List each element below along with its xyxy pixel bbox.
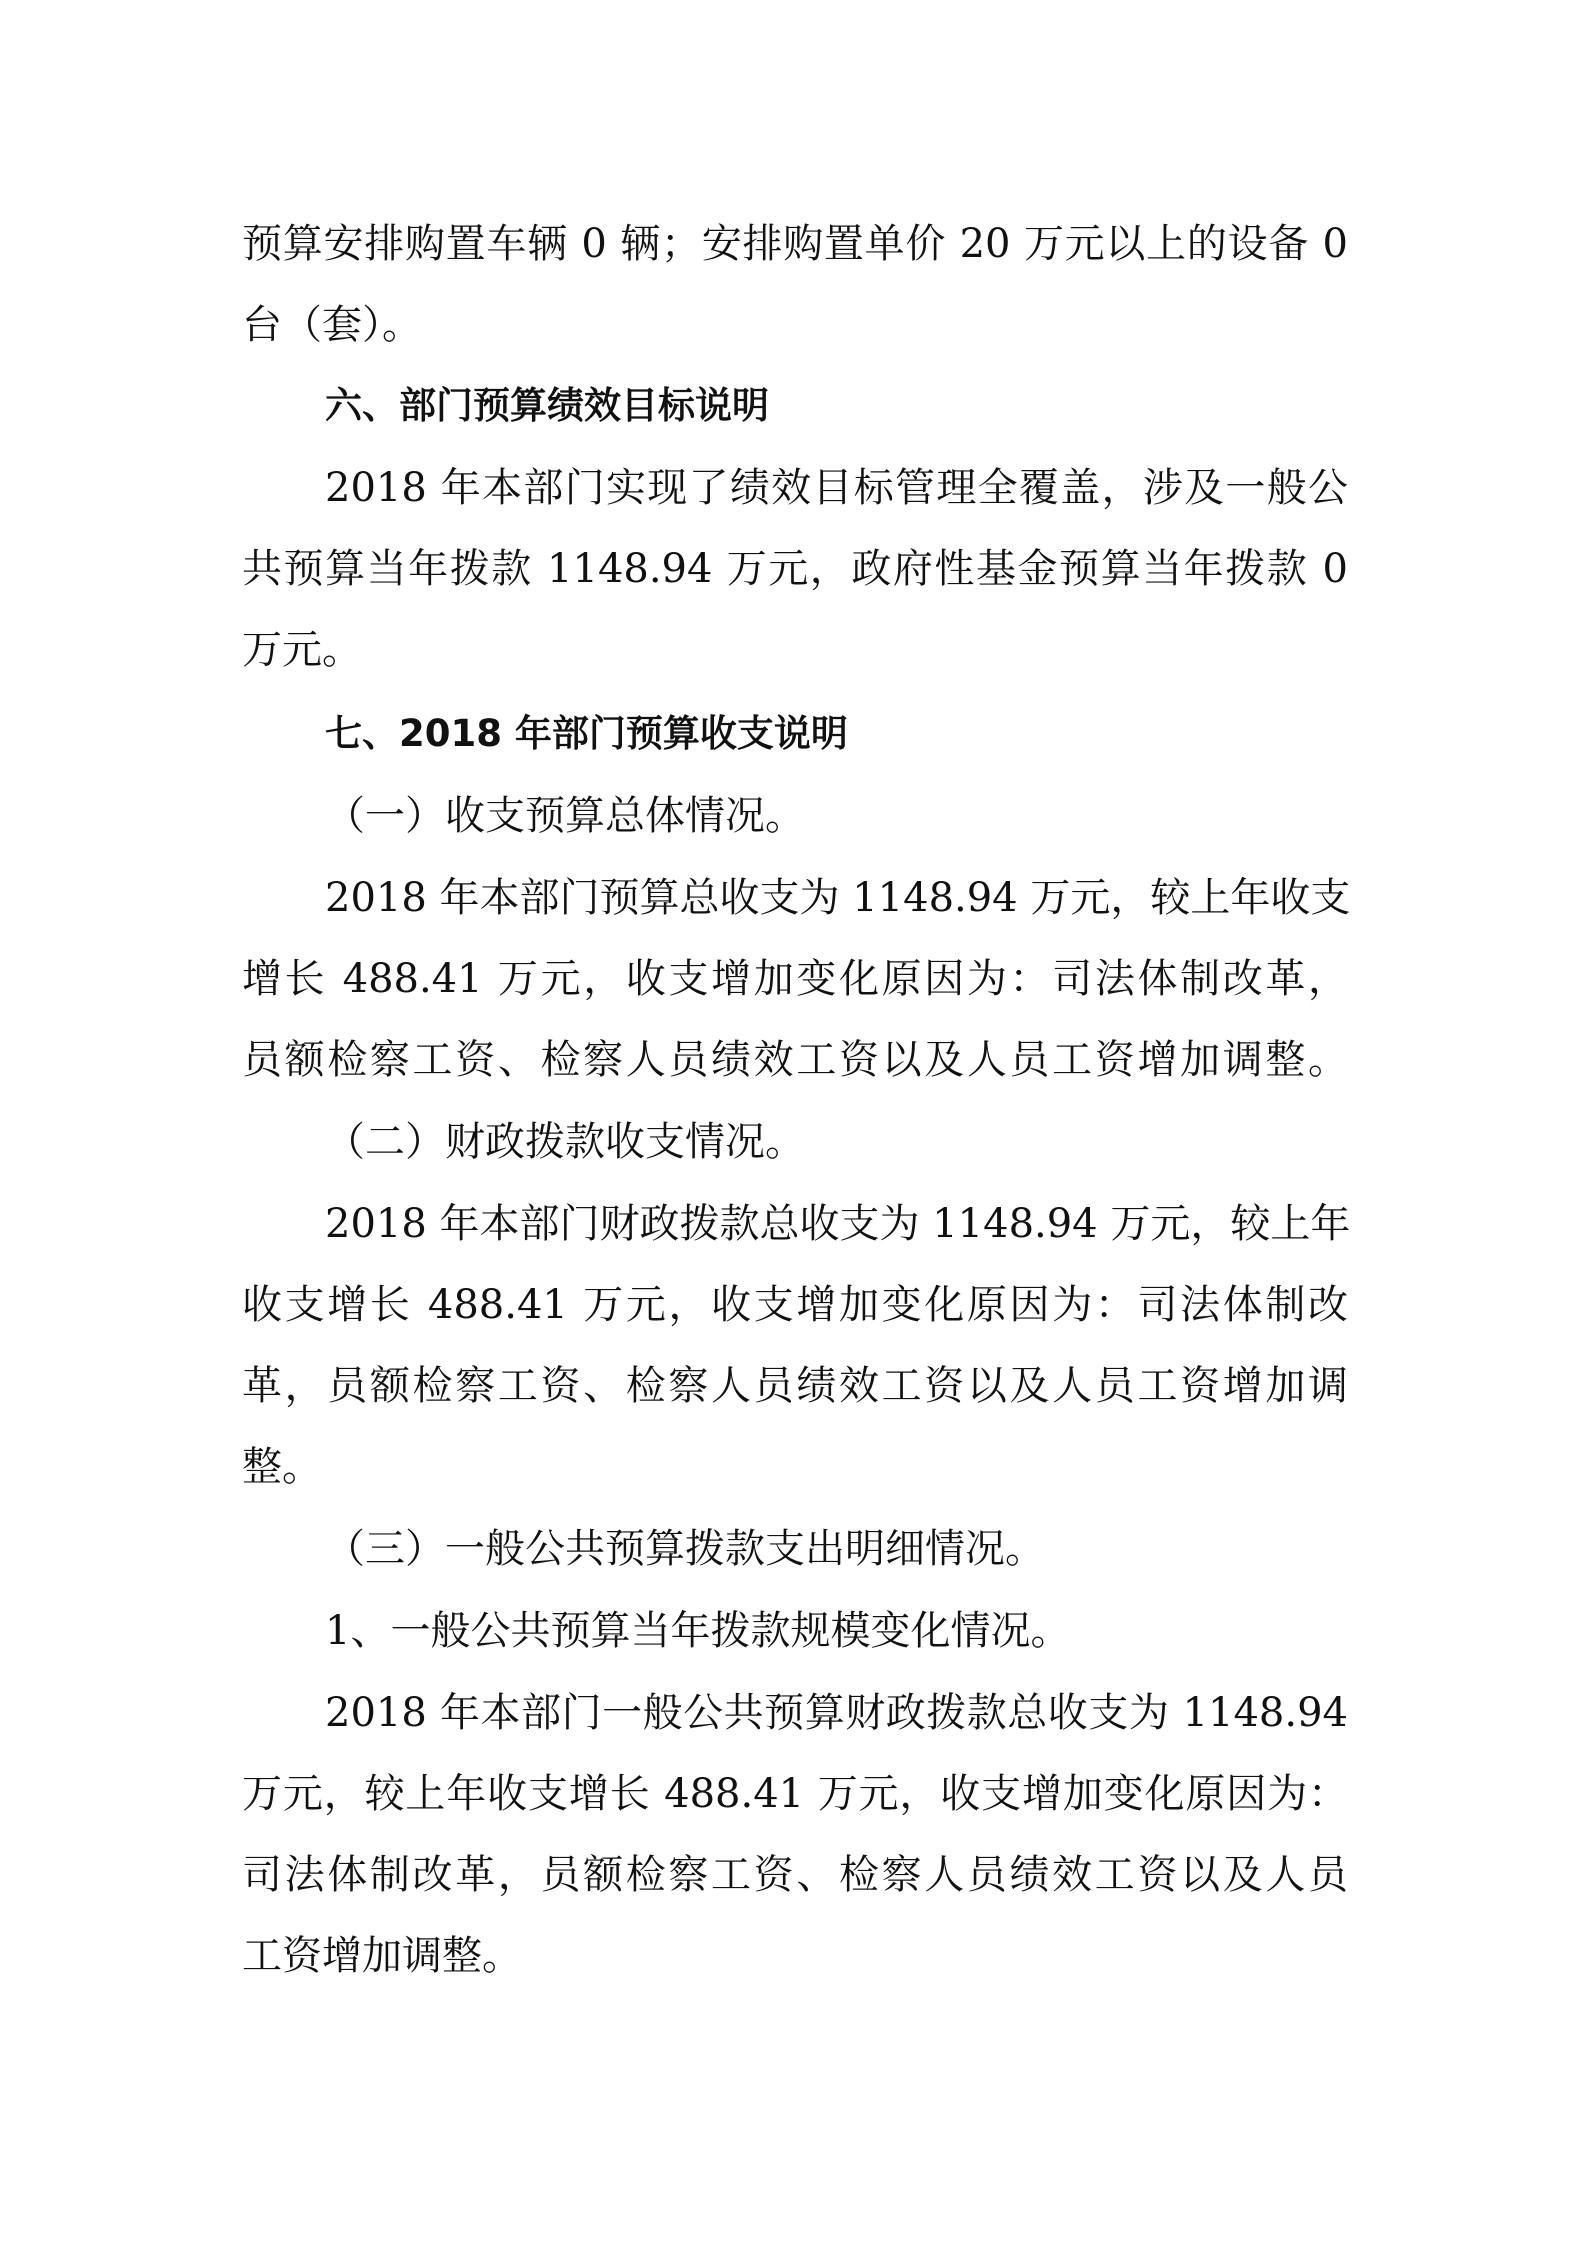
body-text-line: 2018 年本部门一般公共预算财政拨款总收支为 1148.94 [325, 1690, 1348, 1736]
body-text-line: 员额检察工资、检察人员绩效工资以及人员工资增加调整。 [242, 1037, 1348, 1083]
subsection-heading-1: （一）收支预算总体情况。 [325, 793, 805, 839]
body-text-line: 万元，较上年收支增长 488.41 万元，收支增加变化原因为： [242, 1771, 1348, 1817]
body-text-line: 共预算当年拨款 1148.94 万元，政府性基金预算当年拨款 0 [242, 546, 1348, 592]
body-text-line: 收支增长 488.41 万元，收支增加变化原因为：司法体制改 [242, 1282, 1348, 1328]
section-heading-7: 七、2018 年部门预算收支说明 [325, 712, 848, 755]
section-heading-6: 六、部门预算绩效目标说明 [325, 384, 769, 427]
body-text-line: 2018 年本部门预算总收支为 1148.94 万元，较上年收支 [325, 875, 1351, 921]
body-text-line: 工资增加调整。 [242, 1933, 522, 1979]
body-text-line: 万元。 [242, 627, 362, 673]
subsection-heading-2: （二）财政拨款收支情况。 [325, 1119, 805, 1165]
item-heading-1: 1、一般公共预算当年拨款规模变化情况。 [325, 1608, 1071, 1654]
body-text-line: 革，员额检察工资、检察人员绩效工资以及人员工资增加调 [242, 1363, 1348, 1409]
subsection-heading-3: （三）一般公共预算拨款支出明细情况。 [325, 1526, 1045, 1572]
body-text-line: 整。 [242, 1444, 322, 1490]
body-text-line: 增长 488.41 万元，收支增加变化原因为：司法体制改革， [242, 956, 1348, 1002]
body-text-line: 2018 年本部门财政拨款总收支为 1148.94 万元，较上年 [325, 1201, 1351, 1247]
body-text-line: 预算安排购置车辆 0 辆；安排购置单价 20 万元以上的设备 0 [242, 221, 1348, 267]
body-text-line: 司法体制改革，员额检察工资、检察人员绩效工资以及人员 [242, 1852, 1348, 1898]
body-text-line: 2018 年本部门实现了绩效目标管理全覆盖，涉及一般公 [325, 465, 1348, 511]
body-text-line: 台（套）。 [242, 302, 422, 348]
